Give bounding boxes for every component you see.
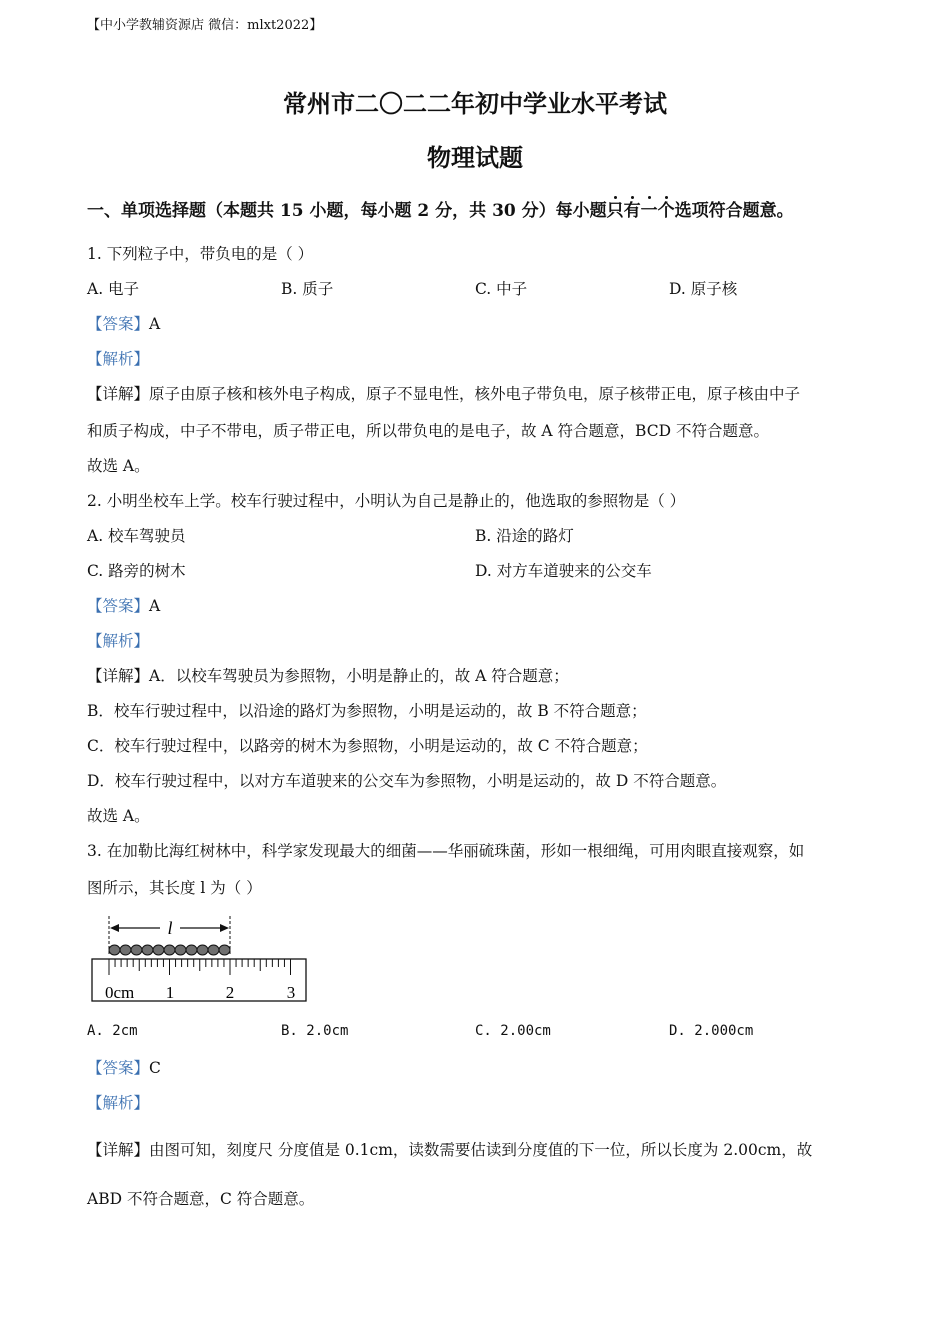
q1-analysis-label: 【解析】 [87, 350, 150, 368]
q3-stem-line-2: 图所示，其长度 l 为（ ） [87, 879, 262, 897]
arrow-left-head [110, 924, 119, 932]
tick-label-1: 1 [165, 983, 175, 1002]
q1-option-b: B. 质子 [281, 280, 334, 298]
length-label: l [167, 918, 173, 938]
q1-option-a: A. 电子 [87, 280, 140, 298]
q3-detail-line-1 [87, 1138, 812, 1160]
bacterium-cell [164, 945, 175, 955]
detail-label: 【详解】 [87, 385, 150, 403]
q2-option-c: C. 路旁的树木 [87, 562, 186, 580]
q1-option-c: C. 中子 [475, 280, 528, 298]
detail-label: 【详解】 [87, 1141, 150, 1159]
q2-answer [87, 594, 160, 616]
detail-text: 原子由原子核和核外电子构成，原子不显电性，核外电子带负电，原子核带正电，原子核由中子 [149, 385, 801, 403]
section-text-a: 一、单项选择题（本题共 15 小题，每小题 2 分，共 30 分）每小题 [87, 201, 607, 221]
q1-detail-line-2: 和质子构成，中子不带电，质子带正电，所以带负电的是电子，故 A 符合题意，BCD 不符合题意。 [87, 422, 769, 440]
arrow-right-head [220, 924, 229, 932]
q3-option-b: B. 2.0cm [281, 1023, 349, 1039]
q1-conclusion: 故选 A。 [87, 457, 150, 475]
tick-label-2: 2 [225, 983, 235, 1002]
q2-conclusion: 故选 A。 [87, 807, 150, 825]
bacterium-chain [109, 945, 230, 955]
bacterium-cell [186, 945, 197, 955]
answer-value: C [149, 1059, 161, 1077]
section-heading [87, 196, 794, 221]
q3-detail-line-2: ABD 不符合题意，C 符合题意。 [87, 1190, 315, 1208]
emphasis-char: 只 [606, 201, 624, 221]
page-header: 【中小学教辅资源店 微信：mlxt2022】 [87, 18, 323, 33]
bacterium-cell [197, 945, 208, 955]
ruler-figure [88, 912, 313, 1006]
q3-stem-line-1: 3. 在加勒比海红树林中，科学家发现最大的细菌——华丽硫珠菌，形如一根细绳，可用肉眼直接观察，如 [87, 842, 805, 860]
q3-answer [87, 1056, 161, 1078]
answer-label: 【答案】 [87, 597, 150, 615]
q2-detail-d: D．校车行驶过程中，以对方车道驶来的公交车为参照物，小明是运动的，故 D 不符合题意。 [87, 772, 727, 790]
q2-detail-c: C．校车行驶过程中，以路旁的树木为参照物，小明是运动的，故 C 不符合题意； [87, 737, 648, 755]
bacterium-cell [175, 945, 186, 955]
q2-option-b: B. 沿途的路灯 [475, 527, 574, 545]
q2-detail-a [87, 664, 569, 686]
q2-option-d: D. 对方车道驶来的公交车 [475, 562, 652, 580]
answer-value: A [149, 315, 161, 333]
emphasis-char: 一 [640, 201, 658, 221]
q2-detail-b: B．校车行驶过程中，以沿途的路灯为参照物，小明是运动的，故 B 不符合题意； [87, 702, 647, 720]
detail-text: A．以校车驾驶员为参照物，小明是静止的，故 A 符合题意； [149, 667, 569, 685]
q3-option-a: A. 2cm [87, 1023, 138, 1039]
tick-label-3: 3 [286, 983, 296, 1002]
bacterium-cell [120, 945, 131, 955]
q3-analysis-label: 【解析】 [87, 1094, 150, 1112]
q1-detail-line-1 [87, 382, 800, 404]
bacterium-cell [153, 945, 164, 955]
detail-text: 由图可知，刻度尺 分度值是 0.1cm，读数需要估读到分度值的下一位，所以长度为 2.00cm，故 [149, 1141, 813, 1159]
exam-title: 常州市二〇二二年初中学业水平考试 [283, 89, 667, 118]
q1-stem: 1. 下列粒子中，带负电的是（ ） [87, 245, 314, 263]
tick-label-0: 0cm [105, 983, 135, 1002]
detail-label: 【详解】 [87, 667, 150, 685]
q1-option-d: D. 原子核 [669, 280, 738, 298]
answer-label: 【答案】 [87, 1059, 150, 1077]
bacterium-cell [219, 945, 230, 955]
emphasis-char: 个 [657, 201, 675, 221]
exam-subtitle: 物理试题 [427, 143, 523, 172]
bacterium-cell [142, 945, 153, 955]
q3-option-d: D. 2.000cm [669, 1023, 754, 1039]
q2-stem: 2. 小明坐校车上学。校车行驶过程中，小明认为自己是静止的，他选取的参照物是（ ） [87, 492, 686, 510]
q1-answer [87, 312, 160, 334]
section-text-b: 选项符合题意。 [674, 201, 794, 221]
bacterium-cell [131, 945, 142, 955]
q3-option-c: C. 2.00cm [475, 1023, 551, 1039]
q2-option-a: A. 校车驾驶员 [87, 527, 186, 545]
answer-label: 【答案】 [87, 315, 150, 333]
bacterium-cell [208, 945, 219, 955]
emphasis-char: 有 [623, 201, 641, 221]
bacterium-cell [109, 945, 120, 955]
q2-analysis-label: 【解析】 [87, 632, 150, 650]
answer-value: A [149, 597, 161, 615]
